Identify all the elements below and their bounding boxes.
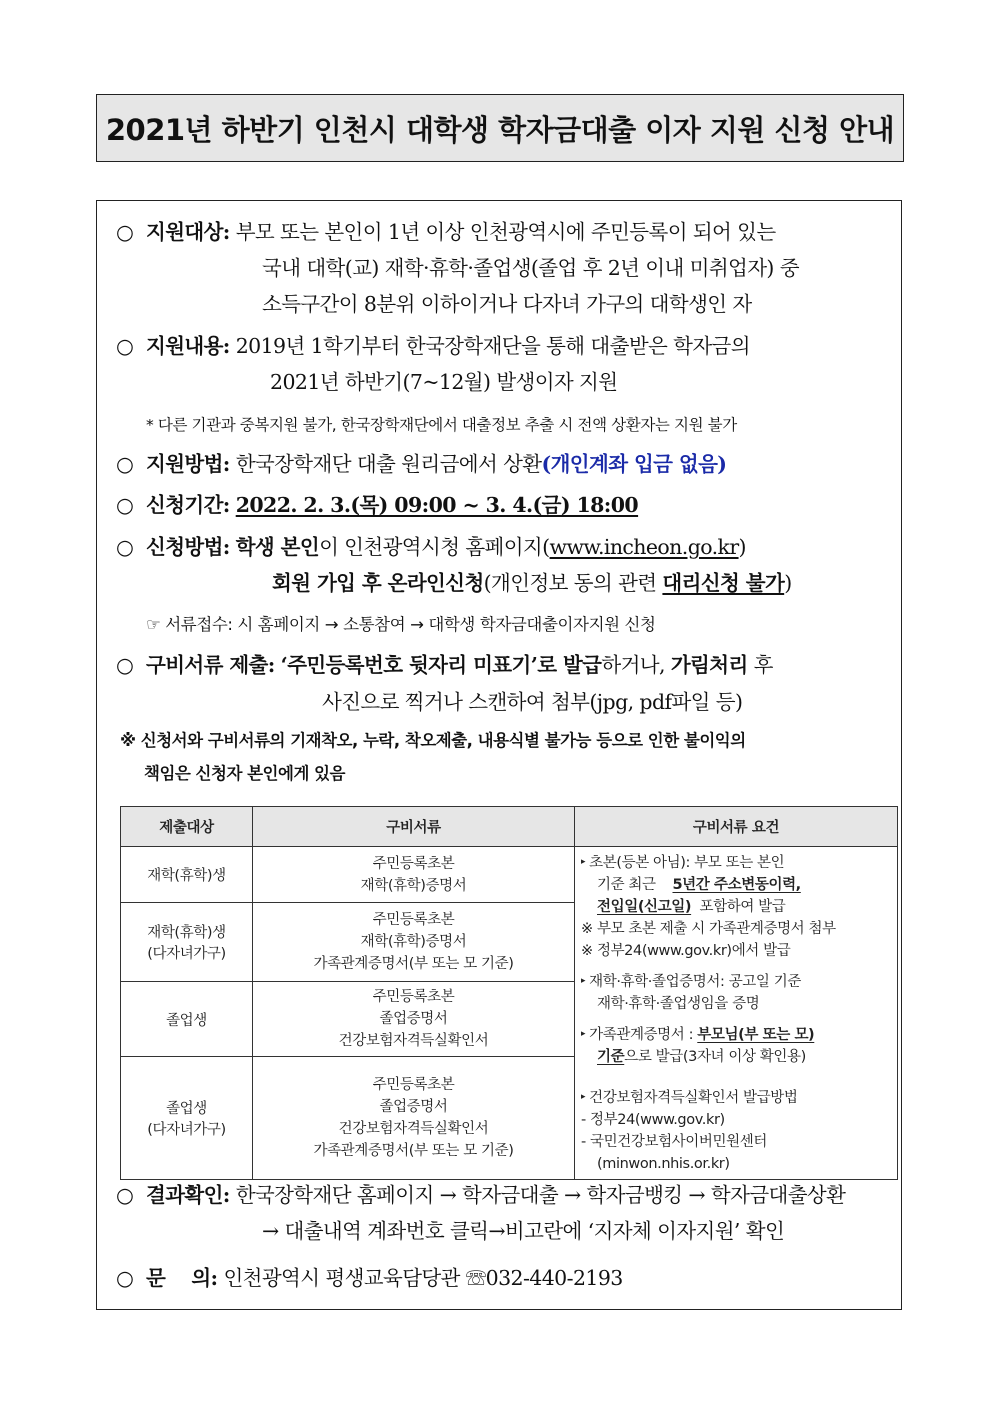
page-title: 2021년 하반기 인천시 대학생 학자금대출 이자 지원 신청 안내 xyxy=(96,94,904,162)
bullet: ○ xyxy=(116,493,134,517)
submit-line-2: 사진으로 찍거나 스캔하여 첨부(jpg, pdf파일 등) xyxy=(322,690,743,714)
row-target: 졸업생 xyxy=(121,982,253,1057)
content-note: * 다른 기관과 중복지원 불가, 한국장학재단에서 대출정보 추출 시 전액 상환자는 지원 불가 xyxy=(146,416,737,434)
result-line-1 xyxy=(116,1185,845,1206)
apply-text-2: (개인정보 동의 관련 xyxy=(483,571,663,595)
apply-url[interactable]: www.incheon.go.kr xyxy=(549,535,739,559)
apply-line-1 xyxy=(116,537,746,558)
req-family-cert: ▸ 가족관계증명서 : 부모님(부 또는 모) 기준으로 발급(3자녀 이상 확인용) xyxy=(581,1027,815,1065)
triangle-bullet-icon: ▸ xyxy=(581,1092,586,1102)
bullet: ○ xyxy=(116,220,134,244)
method-highlight: (개인계좌 입금 없음) xyxy=(541,452,727,476)
apply-bold-3: 대리신청 불가 xyxy=(662,571,785,595)
content-label: 지원내용: xyxy=(146,334,230,358)
pointing-hand-icon: ☞ xyxy=(146,615,161,634)
table-row xyxy=(121,847,898,903)
result-text-1: 한국장학재단 홈페이지 → 학자금대출 → 학자금뱅킹 → 학자금대출상환 xyxy=(235,1183,846,1207)
target-line-3: 소득구간이 8분위 이하이거나 다자녀 가구의 대학생인 자 xyxy=(262,292,752,316)
contact-phone[interactable]: 032-440-2193 xyxy=(485,1266,623,1290)
target-text-1: 부모 또는 본인이 1년 이상 인천광역시에 주민등록이 되어 있는 xyxy=(235,220,776,244)
apply-text-1: 이 인천광역시청 홈페이지( xyxy=(319,535,550,559)
submit-bold-1: ‘주민등록번호 뒷자리 미표기’로 발급 xyxy=(280,653,602,677)
target-line-1 xyxy=(116,222,776,243)
result-line-2: → 대출내역 계좌번호 클릭→비고란에 ‘지자체 이자지원’ 확인 xyxy=(262,1219,785,1243)
warning-line-2: 책임은 신청자 본인에게 있음 xyxy=(144,764,346,783)
method-text: 한국장학재단 대출 원리금에서 상환 xyxy=(235,452,542,476)
bullet: ○ xyxy=(116,535,134,559)
row-docs: 주민등록초본 졸업증명서 건강보험자격득실확인서 xyxy=(253,982,575,1057)
submit-line-1 xyxy=(116,655,773,676)
submit-text-1: 하거나, xyxy=(601,653,671,677)
contact-text: 인천광역시 평생교육담당관 xyxy=(223,1266,460,1290)
warning-line-1: ※ 신청서와 구비서류의 기재착오, 누락, 착오제출, 내용식별 불가능 등으로 인한 불이익의 xyxy=(120,731,746,750)
submit-text-1-end: 후 xyxy=(747,653,773,677)
apply-path-text: : 시 홈페이지 → 소통참여 → 대학생 학자금대출이자지원 신청 xyxy=(227,615,656,634)
phone-icon: ☏ xyxy=(465,1266,486,1290)
contact-line xyxy=(116,1268,623,1289)
row-docs: 주민등록초본 졸업증명서 건강보험자격득실확인서 가족관계증명서(부 또는 모 기준) xyxy=(253,1057,575,1180)
content-line-2: 2021년 하반기(7~12월) 발생이자 지원 xyxy=(270,370,618,394)
apply-path xyxy=(146,617,656,634)
bullet: ○ xyxy=(116,653,134,677)
bullet: ○ xyxy=(116,334,134,358)
period-text: 2022. 2. 3.(목) 09:00 ~ 3. 4.(금) 18:00 xyxy=(235,493,639,517)
row-docs: 주민등록초본 재학(휴학)증명서 가족관계증명서(부 또는 모 기준) xyxy=(253,903,575,982)
apply-line-2 xyxy=(272,573,792,594)
req-health-insurance: ▸ 건강보험자격득실확인서 발급방법 - 정부24(www.gov.kr) - 국민건강보험사이버민원센터 (minwon.nhis.or.kr) xyxy=(581,1090,798,1172)
requirements-cell xyxy=(575,847,898,1180)
table-header: 구비서류 요건 xyxy=(575,807,898,847)
apply-text-2-end: ) xyxy=(784,571,792,595)
row-target: 재학(휴학)생 (다자녀가구) xyxy=(121,903,253,982)
method-line xyxy=(116,454,726,475)
period-line xyxy=(116,495,638,516)
row-target: 재학(휴학)생 xyxy=(121,847,253,903)
apply-bold-1: 학생 본인 xyxy=(235,535,320,559)
req-resident-copy: ▸ 초본(등본 아님): 부모 또는 본인 기준 최근 5년간 주소변동이력, 전입일(신고일) 포함하여 발급 ※ 부모 초본 제출 시 가족관계증명서 첨부 ※ 정부24(www.gov.kr)에서 발급 xyxy=(581,855,836,959)
bullet: ○ xyxy=(116,1183,134,1207)
result-label: 결과확인: xyxy=(146,1183,230,1207)
triangle-bullet-icon: ▸ xyxy=(581,976,586,986)
contact-label: 문 의: xyxy=(146,1266,218,1290)
submit-bold-2: 가림처리 xyxy=(670,653,748,677)
table-header: 제출대상 xyxy=(121,807,253,847)
target-label: 지원대상: xyxy=(146,220,230,244)
target-line-2: 국내 대학(교) 재학·휴학·졸업생(졸업 후 2년 이내 미취업자) 중 xyxy=(262,256,799,280)
apply-label: 신청방법: xyxy=(146,535,230,559)
row-docs: 주민등록초본 재학(휴학)증명서 xyxy=(253,847,575,903)
bullet: ○ xyxy=(116,1266,134,1290)
apply-bold-2: 회원 가입 후 온라인신청 xyxy=(272,571,484,595)
apply-text-1-end: ) xyxy=(738,535,746,559)
triangle-bullet-icon: ▸ xyxy=(581,857,586,867)
submit-label: 구비서류 제출: xyxy=(146,653,275,677)
bullet: ○ xyxy=(116,452,134,476)
method-label: 지원방법: xyxy=(146,452,230,476)
content-line-1 xyxy=(116,336,750,357)
req-enrollment-cert: ▸ 재학·휴학·졸업증명서: 공고일 기준 재학·휴학·졸업생임을 증명 xyxy=(581,974,801,1012)
documents-table xyxy=(120,806,898,1180)
row-target: 졸업생 (다자녀가구) xyxy=(121,1057,253,1180)
apply-path-label: 서류접수 xyxy=(165,615,228,634)
table-header: 구비서류 xyxy=(253,807,575,847)
period-label: 신청기간: xyxy=(146,493,230,517)
triangle-bullet-icon: ▸ xyxy=(581,1029,586,1039)
content-text-1: 2019년 1학기부터 한국장학재단을 통해 대출받은 학자금의 xyxy=(235,334,750,358)
